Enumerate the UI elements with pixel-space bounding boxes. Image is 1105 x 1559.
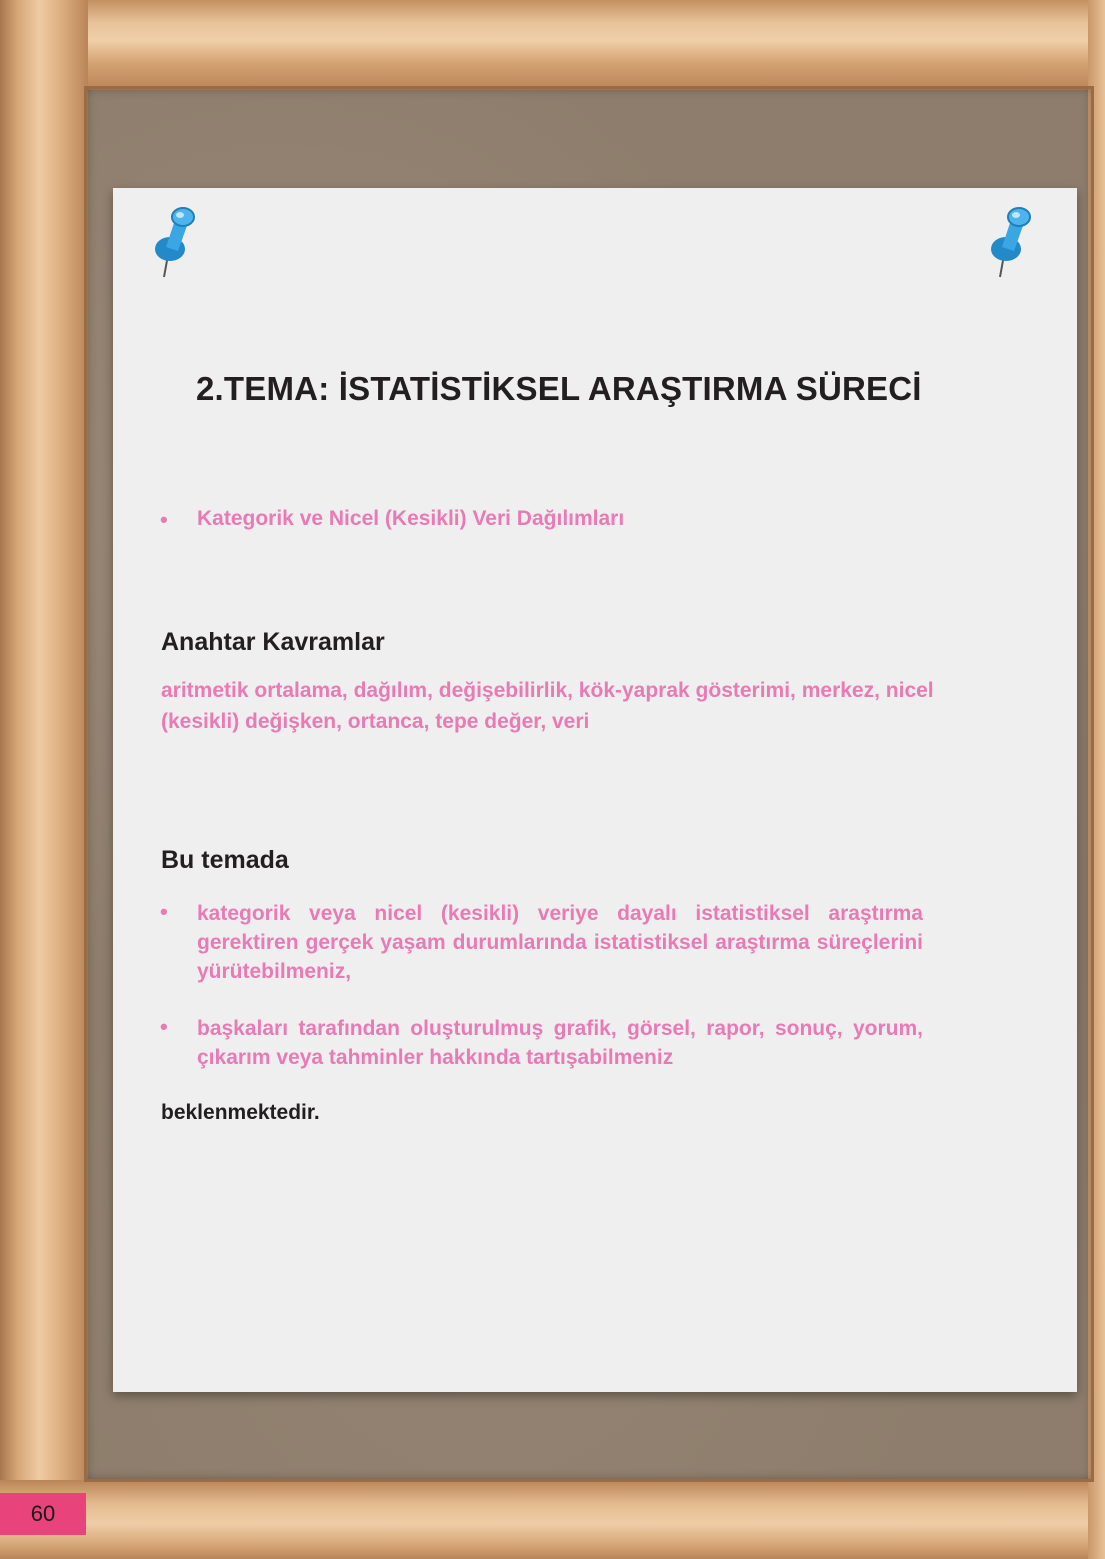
pinned-paper xyxy=(113,188,1077,1392)
frame-bottom xyxy=(0,1480,1105,1559)
frame-left xyxy=(0,0,88,1559)
push-pin-icon xyxy=(986,203,1036,279)
key-concepts-heading: Anahtar Kavramlar xyxy=(161,628,385,656)
goals-closing: beklenmektedir. xyxy=(161,1101,320,1124)
goal-bullet: • xyxy=(160,1014,168,1039)
page-title: 2.TEMA: İSTATİSTİKSEL ARAŞTIRMA SÜRECİ xyxy=(196,370,922,407)
page-number: 60 xyxy=(30,1501,56,1526)
frame-top xyxy=(0,0,1105,90)
goals-heading: Bu temada xyxy=(161,846,289,874)
goal-item-2: başkaları tarafından oluşturulmuş grafik, görsel, rapor, sonuç, yorum, çıkarım veya tahminler hakkında tartışabilmeniz xyxy=(197,1017,923,1069)
push-pin-icon xyxy=(150,203,200,279)
key-concepts-text: aritmetik ortalama, dağılım, değişebilirlik, kök-yaprak gösterimi, merkez, nicel (kesikli) değişken, ortanca, tepe değer, veri xyxy=(161,679,934,733)
goal-bullet: • xyxy=(160,899,168,924)
topic-bullet: • xyxy=(160,507,168,532)
topic-text: Kategorik ve Nicel (Kesikli) Veri Dağılımları xyxy=(197,507,625,530)
goal-item-1: kategorik veya nicel (kesikli) veriye dayalı istatistiksel araştırma gerektiren gerçek yaşam durumlarında istatistiksel araştırma süreçlerini yürütebilmeniz, xyxy=(197,902,923,983)
